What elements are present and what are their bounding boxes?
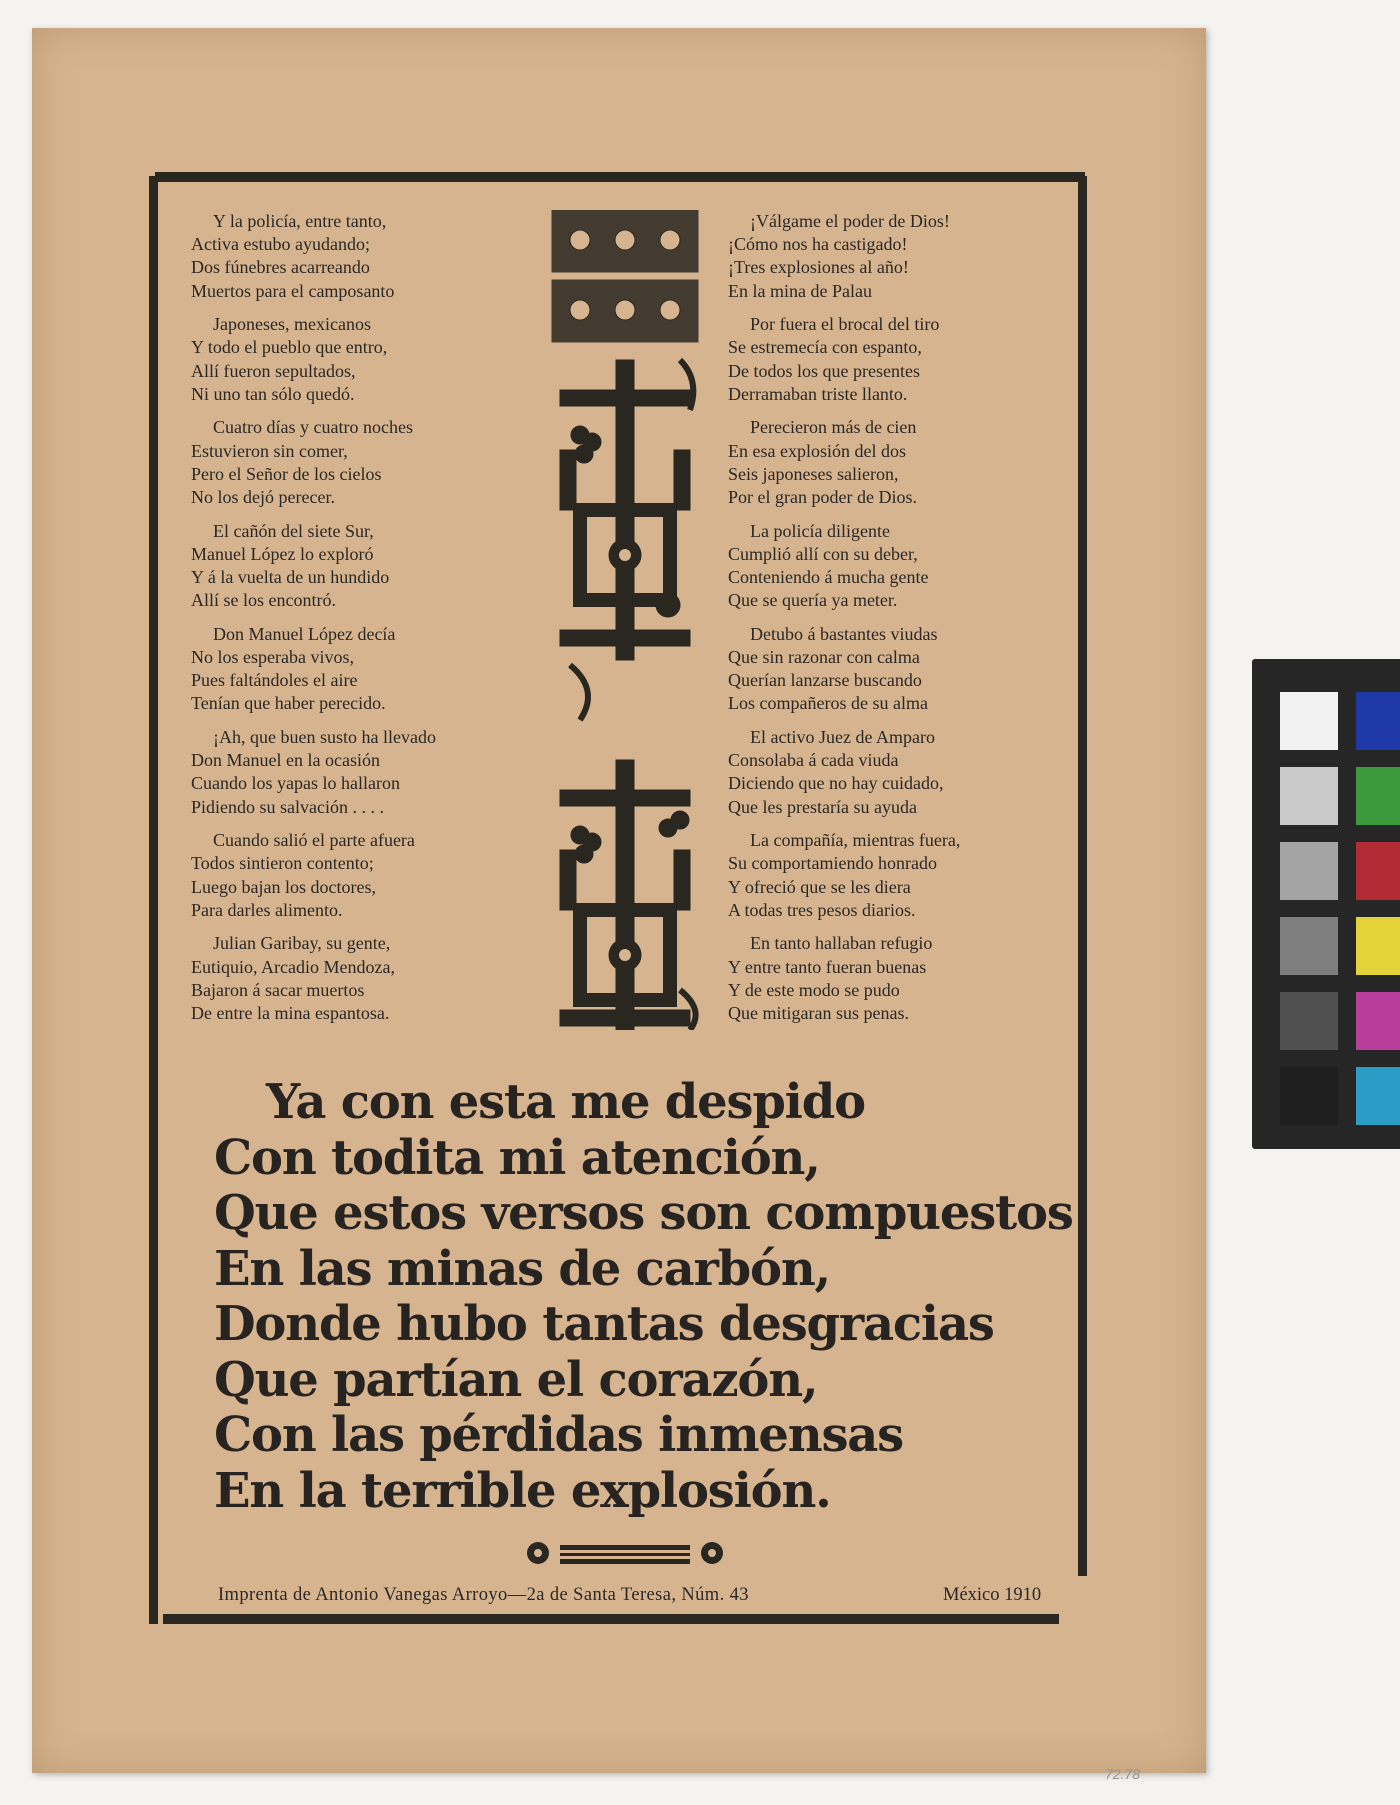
verse-line: Cuando salió el parte afuera bbox=[213, 830, 415, 851]
verse-line: Don Manuel López decía bbox=[213, 623, 396, 644]
gray-swatch bbox=[1280, 1067, 1338, 1125]
verse-line: Consolaba á cada viuda bbox=[728, 750, 899, 771]
verse-line: Cumplió allí con su deber, bbox=[728, 543, 918, 564]
stanza bbox=[191, 829, 511, 922]
verse-line: Y ofreció que se les diera bbox=[728, 876, 911, 897]
verse-line: No los dejó perecer. bbox=[191, 487, 335, 508]
verse-line: En esa explosión del dos bbox=[728, 440, 906, 461]
ornament-scroll-dot bbox=[660, 230, 680, 250]
stanza bbox=[191, 520, 511, 613]
color-calibration-card bbox=[1252, 659, 1400, 1149]
flourish-bar bbox=[560, 1553, 690, 1556]
ornament-scroll-dot bbox=[570, 230, 590, 250]
stanza bbox=[191, 932, 511, 1025]
verse-line: Y entre tanto fueran buenas bbox=[728, 956, 927, 977]
right-verse-column bbox=[728, 210, 1048, 1036]
closing-verse-line: Que partían el corazón, bbox=[214, 1351, 818, 1408]
verse-line: Conteniendo á mucha gente bbox=[728, 567, 929, 588]
frame-left-rule bbox=[149, 176, 158, 1624]
verse-line: Perecieron más de cien bbox=[750, 417, 917, 438]
stanza bbox=[728, 623, 1048, 716]
color-swatch bbox=[1356, 1067, 1400, 1125]
verse-line: Se estremecía con espanto, bbox=[728, 337, 922, 358]
closing-flourish bbox=[520, 1538, 730, 1568]
stanza bbox=[728, 210, 1048, 303]
left-verse-column bbox=[191, 210, 511, 1036]
verse-line: ¡Ah, que buen susto ha llevado bbox=[213, 727, 436, 748]
printer-imprint: Imprenta de Antonio Vanegas Arroyo—2a de Santa Teresa, Núm. 43 bbox=[218, 1585, 749, 1605]
verse-line: Todos sintieron contento; bbox=[191, 853, 374, 874]
verse-line: Pidiendo su salvación . . . . bbox=[191, 796, 384, 817]
stanza bbox=[728, 932, 1048, 1025]
gray-swatch bbox=[1280, 917, 1338, 975]
color-swatch bbox=[1356, 692, 1400, 750]
verse-line: Detubo á bastantes viudas bbox=[750, 623, 938, 644]
verse-line: Cuando los yapas lo hallaron bbox=[191, 773, 400, 794]
verse-line: Seis japoneses salieron, bbox=[728, 463, 899, 484]
verse-line: Pues faltándoles el aire bbox=[191, 670, 358, 691]
verse-line: ¡Tres explosiones al año! bbox=[728, 257, 909, 278]
verse-line: El cañón del siete Sur, bbox=[213, 520, 374, 541]
verse-line: Eutiquio, Arcadio Mendoza, bbox=[191, 956, 395, 977]
verse-line: Manuel López lo exploró bbox=[191, 543, 374, 564]
color-swatch bbox=[1356, 842, 1400, 900]
verse-line: Que se quería ya meter. bbox=[728, 590, 898, 611]
verse-line: Muertos para el camposanto bbox=[191, 280, 395, 301]
vertical-ornament bbox=[540, 210, 710, 1030]
flourish-bar bbox=[560, 1545, 690, 1550]
closing-verse-line: Donde hubo tantas desgracias bbox=[214, 1296, 994, 1352]
verse-line: Por fuera el brocal del tiro bbox=[750, 314, 940, 335]
verse-line: Ni uno tan sólo quedó. bbox=[191, 383, 355, 404]
verse-line: Derramaban triste llanto. bbox=[728, 383, 908, 404]
stanza bbox=[728, 416, 1048, 509]
verse-line: Luego bajan los doctores, bbox=[191, 876, 376, 897]
verse-line: En tanto hallaban refugio bbox=[750, 933, 933, 954]
verse-line: La policía diligente bbox=[750, 520, 890, 541]
stanza bbox=[191, 623, 511, 716]
verse-line: Y la policía, entre tanto, bbox=[213, 211, 387, 231]
ornament-scroll-dot bbox=[615, 300, 635, 320]
stanza bbox=[191, 726, 511, 819]
ornament-scroll-dot bbox=[660, 300, 680, 320]
verse-line: Por el gran poder de Dios. bbox=[728, 487, 917, 508]
gray-swatch bbox=[1280, 767, 1338, 825]
stanza bbox=[728, 313, 1048, 406]
stanza bbox=[191, 210, 511, 303]
verse-line: Querían lanzarse buscando bbox=[728, 670, 922, 691]
verse-line: La compañía, mientras fuera, bbox=[750, 830, 961, 851]
verse-line: Dos fúnebres acarreando bbox=[191, 257, 370, 278]
verse-line: ¡Válgame el poder de Dios! bbox=[750, 211, 950, 231]
frame-top-rule bbox=[155, 172, 1085, 182]
verse-line: Pero el Señor de los cielos bbox=[191, 463, 382, 484]
verse-line: El activo Juez de Amparo bbox=[750, 727, 935, 748]
frame-right-rule bbox=[1078, 176, 1087, 1576]
verse-line: Que sin razonar con calma bbox=[728, 647, 920, 668]
verse-line: No los esperaba vivos, bbox=[191, 647, 354, 668]
gray-swatch bbox=[1280, 842, 1338, 900]
verse-line: Activa estubo ayudando; bbox=[191, 234, 370, 255]
stanza bbox=[728, 829, 1048, 922]
closing-verse-line: Que estos versos son compuestos bbox=[214, 1185, 1073, 1241]
closing-verse-line: Con las pérdidas inmensas bbox=[214, 1407, 903, 1463]
verse-line: A todas tres pesos diarios. bbox=[728, 899, 916, 920]
verse-line: Julian Garibay, su gente, bbox=[213, 933, 391, 954]
gray-swatch bbox=[1280, 692, 1338, 750]
ornament-scroll-dot bbox=[570, 300, 590, 320]
verse-line: Que mitigaran sus penas. bbox=[728, 1003, 909, 1024]
verse-line: De todos los que presentes bbox=[728, 360, 920, 381]
verse-line: Que les prestaría su ayuda bbox=[728, 796, 917, 817]
verse-line: Para darles alimento. bbox=[191, 899, 343, 920]
verse-line: Allí fueron sepultados, bbox=[191, 360, 356, 381]
verse-line: Bajaron á sacar muertos bbox=[191, 979, 365, 1000]
verse-line: En la mina de Palau bbox=[728, 280, 872, 301]
closing-verse-line: En las minas de carbón, bbox=[214, 1240, 831, 1297]
verse-line: Japoneses, mexicanos bbox=[213, 314, 371, 335]
pencil-inventory-note: 72.78 bbox=[1105, 1766, 1141, 1782]
flourish-bar bbox=[560, 1559, 690, 1564]
verse-line: Y todo el pueblo que entro, bbox=[191, 337, 388, 358]
verse-line: Tenían que haber perecido. bbox=[191, 693, 386, 714]
ornament-trellis-upper bbox=[560, 360, 693, 720]
color-swatch bbox=[1356, 917, 1400, 975]
verse-line: Estuvieron sin comer, bbox=[191, 440, 348, 461]
stanza bbox=[191, 313, 511, 406]
gray-swatch bbox=[1280, 992, 1338, 1050]
closing-verse-line: Con todita mi atención, bbox=[214, 1129, 820, 1186]
imprint-place-year: México 1910 bbox=[943, 1585, 1042, 1605]
color-swatch bbox=[1356, 767, 1400, 825]
frame-bottom-rule bbox=[163, 1614, 1059, 1624]
stanza bbox=[191, 416, 511, 509]
ornament-scroll-dot bbox=[615, 230, 635, 250]
stanza bbox=[728, 520, 1048, 613]
verse-line: Su comportamiendo honrado bbox=[728, 853, 937, 874]
verse-line: Y á la vuelta de un hundido bbox=[191, 567, 390, 588]
closing-verse-line: En la terrible explosión. bbox=[214, 1462, 831, 1519]
color-swatch bbox=[1356, 992, 1400, 1050]
verse-line: Y de este modo se pudo bbox=[728, 979, 900, 1000]
ornament-trellis-lower bbox=[560, 760, 696, 1030]
verse-line: Diciendo que no hay cuidado, bbox=[728, 773, 944, 794]
verse-line: Allí se los encontró. bbox=[191, 590, 336, 611]
verse-line: Los compañeros de su alma bbox=[728, 693, 928, 714]
stanza bbox=[728, 726, 1048, 819]
verse-line: De entre la mina espantosa. bbox=[191, 1003, 390, 1024]
verse-line: Don Manuel en la ocasión bbox=[191, 750, 380, 771]
closing-verse-line: Ya con esta me despido bbox=[266, 1074, 865, 1130]
verse-line: Cuatro días y cuatro noches bbox=[213, 417, 413, 438]
closing-stanza bbox=[214, 1075, 1074, 1519]
verse-line: ¡Cómo nos ha castigado! bbox=[728, 234, 908, 255]
